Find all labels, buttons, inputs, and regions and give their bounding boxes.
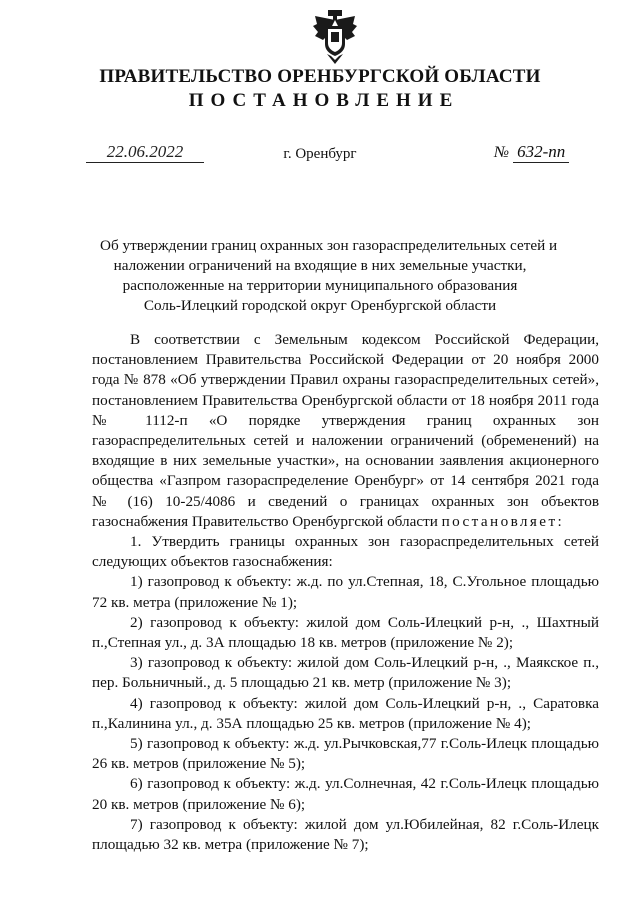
document-body — [92, 330, 599, 855]
list-item: 5) газопровод к объекту: ж.д. ул.Рычковская,77 г.Соль-Илецк площадью 26 кв. метров (приложение № 5); — [92, 735, 599, 773]
document-type: ПОСТАНОВЛЕНИЕ — [188, 90, 460, 111]
number-sign: № — [494, 144, 510, 161]
item-1-paragraph: 1. Утвердить границы охранных зон газораспределительных сетей следующих объектов газоснабжения: — [92, 533, 599, 571]
list-item: 2) газопровод к объекту: жилой дом Соль-Илецкий р-н, ., Шахтный п.,Степная ул., д. 3А площадью 18 кв. метров (приложение № 2); — [92, 613, 599, 652]
subject-line: наложении ограничений на входящие в них земельные участки, — [113, 257, 527, 274]
preamble-paragraph — [92, 330, 599, 532]
list-item: 3) газопровод к объекту: жилой дом Соль-Илецкий р-н, ., Маякское п., пер. Больничный., д. 5 площадью 21 кв. метр (приложение № 3); — [92, 654, 599, 692]
document-subject — [100, 236, 558, 316]
list-item: 1) газопровод к объекту: ж.д. по ул.Степная, 18, С.Угольное площадью 72 кв. метра (приложение № 1); — [92, 573, 599, 611]
subject-line: расположенные на территории муниципального образования — [122, 277, 518, 294]
government-title: ПРАВИТЕЛЬСТВО ОРЕНБУРГСКОЙ ОБЛАСТИ — [99, 66, 541, 87]
document-number — [494, 142, 594, 163]
list-item: 4) газопровод к объекту: жилой дом Соль-Илецкий р-н, ., Саратовка п.,Калинина ул., д. 35А площадью 25 кв. метров (приложение № 4); — [92, 694, 599, 732]
list-item: 7) газопровод к объекту: жилой дом ул.Юбилейная, 82 г.Соль-Илецк площадью 32 кв. метра (приложение № 7); — [92, 815, 599, 854]
subject-line: Соль-Илецкий городской округ Оренбургской области — [143, 297, 497, 314]
list-item: 6) газопровод к объекту: ж.д. ул.Солнечная, 42 г.Соль-Илецк площадью 20 кв. метров (приложение № 6); — [92, 775, 599, 813]
coat-of-arms-icon — [313, 10, 357, 64]
decree-word: постановляет: — [441, 512, 565, 530]
document-date: 22.06.2022 — [86, 142, 204, 163]
document-city: г. Оренбург — [283, 146, 357, 162]
preamble-text: В соответствии с Земельным кодексом Российской Федерации, постановлением Правительства Российской Федерации от 20 ноября 2000 года № 878 «Об утверждении Правил охраны газораспределительных сетей», постановлением Правительства Оренбургской области от 18 ноября 2011 года № 1112-п «О порядке утверждения границ охранных зон газораспределительных сетей и наложении ограничений (обременений) на входящие в них земельные участки», на основании заявления акционерного общества «Газпром газораспределение Оренбург» от 14 сентября 2021 года № (16) 10-25/4086 и сведений о границах охранных зон объектов газоснабжения Правительство Оренбургской области — [92, 331, 599, 530]
number-value: 632-пп — [513, 142, 569, 163]
subject-line: Об утверждении границ охранных зон газораспределительных сетей и — [100, 237, 558, 254]
